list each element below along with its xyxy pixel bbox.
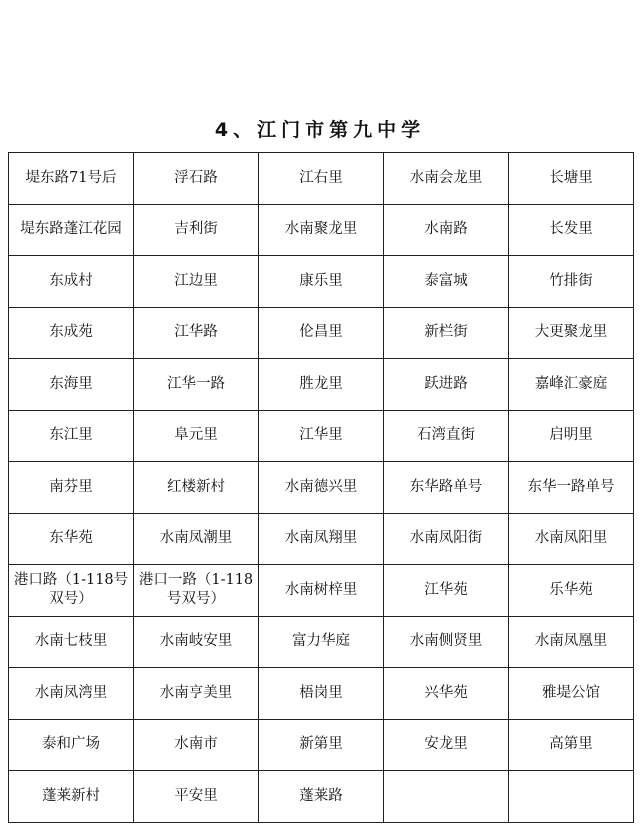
table-cell [509, 771, 634, 823]
table-cell: 堤东路蓬江花园 [9, 204, 134, 256]
table-cell: 康乐里 [259, 256, 384, 308]
table-cell: 水南凤湾里 [9, 668, 134, 720]
table-cell: 红楼新村 [134, 462, 259, 514]
page-title: 4、江门市第九中学 [214, 119, 426, 141]
table-cell: 蓬莱路 [259, 771, 384, 823]
table-row [9, 616, 634, 668]
table-cell: 泰和广场 [9, 719, 134, 771]
table-cell: 水南德兴里 [259, 462, 384, 514]
table-row [9, 153, 634, 205]
table-cell: 高第里 [509, 719, 634, 771]
table-cell: 阜元里 [134, 410, 259, 462]
table-cell: 新第里 [259, 719, 384, 771]
table-row [9, 410, 634, 462]
table-row [9, 513, 634, 565]
table-row [9, 256, 634, 308]
table-cell: 胜龙里 [259, 359, 384, 411]
table-cell: 兴华苑 [384, 668, 509, 720]
table-cell: 长发里 [509, 204, 634, 256]
table-cell: 江右里 [259, 153, 384, 205]
table-cell: 江华里 [259, 410, 384, 462]
table-cell: 堤东路71号后 [9, 153, 134, 205]
table-cell: 长塘里 [509, 153, 634, 205]
table-cell: 水南路 [384, 204, 509, 256]
table-cell: 富力华庭 [259, 616, 384, 668]
table-row [9, 462, 634, 514]
table-cell: 江华苑 [384, 565, 509, 617]
table-cell: 水南市 [134, 719, 259, 771]
table-cell: 水南凤凰里 [509, 616, 634, 668]
table-cell: 水南亨美里 [134, 668, 259, 720]
table-cell: 水南凤潮里 [134, 513, 259, 565]
table-cell: 港口一路（1-118号双号） [134, 565, 259, 617]
table-cell: 新栏街 [384, 307, 509, 359]
table-cell: 水南树梓里 [259, 565, 384, 617]
table-cell: 水南会龙里 [384, 153, 509, 205]
table-cell: 竹排街 [509, 256, 634, 308]
table-row [9, 565, 634, 617]
table-cell: 江边里 [134, 256, 259, 308]
table-cell: 梧岗里 [259, 668, 384, 720]
table-row [9, 668, 634, 720]
table-cell: 水南凤阳里 [509, 513, 634, 565]
table-cell: 东成苑 [9, 307, 134, 359]
table-cell: 南芬里 [9, 462, 134, 514]
table-cell: 嘉峰汇豪庭 [509, 359, 634, 411]
table-cell: 东华路单号 [384, 462, 509, 514]
table-row [9, 359, 634, 411]
table-cell: 水南凤翔里 [259, 513, 384, 565]
table-row [9, 719, 634, 771]
table-cell: 东华一路单号 [509, 462, 634, 514]
table-cell: 石湾直街 [384, 410, 509, 462]
table-cell [384, 771, 509, 823]
table-cell: 泰富城 [384, 256, 509, 308]
table-cell: 吉利街 [134, 204, 259, 256]
table-cell: 水南凤阳街 [384, 513, 509, 565]
table-cell: 启明里 [509, 410, 634, 462]
table-cell: 水南聚龙里 [259, 204, 384, 256]
table-cell: 平安里 [134, 771, 259, 823]
table-cell: 浮石路 [134, 153, 259, 205]
table-cell: 安龙里 [384, 719, 509, 771]
table-cell: 港口路（1-118号双号） [9, 565, 134, 617]
address-table-body [9, 153, 634, 823]
table-cell: 伦昌里 [259, 307, 384, 359]
table-cell: 蓬莱新村 [9, 771, 134, 823]
table-row [9, 771, 634, 823]
table-cell: 江华路 [134, 307, 259, 359]
table-row [9, 204, 634, 256]
table-row [9, 307, 634, 359]
table-cell: 乐华苑 [509, 565, 634, 617]
table-cell: 水南侧贤里 [384, 616, 509, 668]
table-cell: 跃进路 [384, 359, 509, 411]
table-cell: 雅堤公馆 [509, 668, 634, 720]
table-cell: 水南七枝里 [9, 616, 134, 668]
table-cell: 东成村 [9, 256, 134, 308]
table-cell: 江华一路 [134, 359, 259, 411]
table-cell: 东华苑 [9, 513, 134, 565]
table-cell: 水南岐安里 [134, 616, 259, 668]
table-cell: 东江里 [9, 410, 134, 462]
table-cell: 东海里 [9, 359, 134, 411]
address-table [8, 152, 634, 823]
table-cell: 大更聚龙里 [509, 307, 634, 359]
